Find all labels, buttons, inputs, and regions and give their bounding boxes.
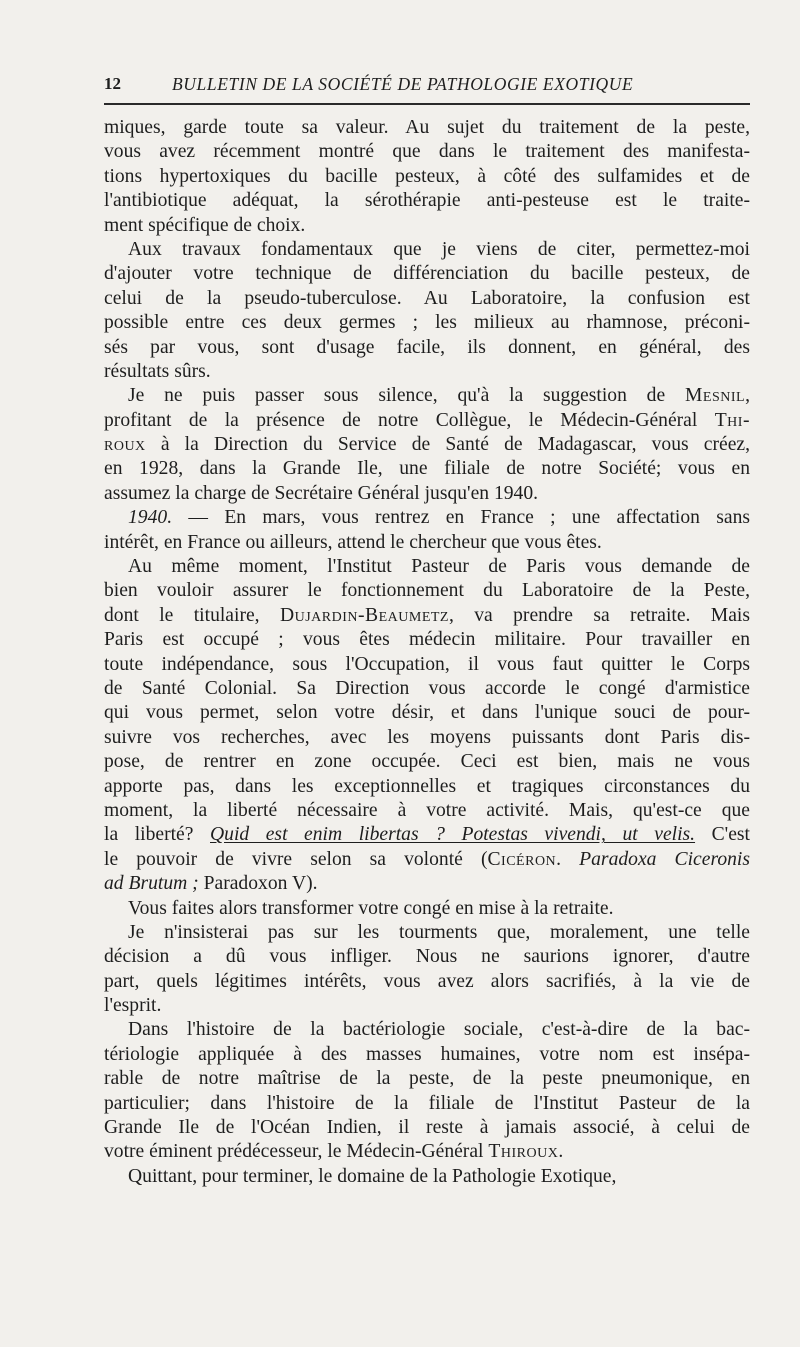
text-line: Paris est occupé ; vous êtes médecin militaire. Pour travailler en	[104, 629, 750, 651]
header-rule	[104, 103, 750, 105]
text-line: d'ajouter votre technique de différenciation du bacille pesteux, de	[104, 263, 750, 285]
text-line: particulier; dans l'histoire de la filiale de l'Institut Pasteur de la	[104, 1092, 750, 1114]
text-line: vous avez récemment montré que dans le traitement des manifesta-	[104, 141, 750, 163]
text-line	[104, 604, 750, 628]
text-line: part, quels légitimes intérêts, vous avez alors sacrifiés, à la vie de	[104, 970, 750, 992]
text-line: tériologie appliquée à des masses humaines, votre nom est insépa-	[104, 1043, 750, 1065]
text-line: Au même moment, l'Institut Pasteur de Paris vous demande de	[128, 556, 750, 578]
text-run: .	[556, 848, 580, 870]
text-line: pose, de rentrer en zone occupée. Ceci est bien, mais ne vous	[104, 751, 750, 773]
text-line: qui vous permet, selon votre désir, et dans l'unique souci de pour-	[104, 702, 750, 724]
person-name: Dujardin-Beaumetz	[279, 604, 449, 626]
person-name: Thi-	[714, 409, 750, 431]
text-line	[104, 384, 750, 408]
text-line	[104, 506, 750, 530]
text-run: — En mars, vous rentrez en France ; une affectation sans	[188, 507, 750, 529]
text-line: bien vouloir assurer le fonctionnement du Laboratoire de la Peste,	[104, 580, 750, 602]
text-line: décision a dû vous infliger. Nous ne saurions ignorer, d'autre	[104, 946, 750, 968]
author-name: Cicéron	[487, 848, 557, 870]
page-number: 12	[104, 74, 121, 93]
text-run: Je ne puis passer sous silence, qu'à la suggestion de	[128, 385, 666, 407]
text-line: celui de la pseudo-tuberculose. Au Laboratoire, la confusion est	[104, 287, 750, 309]
journal-title: BULLETIN DE LA SOCIÉTÉ DE PATHOLOGIE EXOTIQUE	[172, 74, 634, 94]
text-line: miques, garde toute sa valeur. Au sujet du traitement de la peste,	[104, 117, 750, 138]
text-run: profitant de la présence de notre Collègue, le Médecin-Général	[104, 409, 698, 431]
text-line: Grande Ile de l'Océan Indien, il reste à jamais associé, à celui de	[104, 1117, 750, 1139]
body-text	[104, 116, 750, 1189]
text-line: Quittant, pour terminer, le domaine de la Pathologie Exotique,	[128, 1165, 617, 1187]
text-run: , va prendre sa retraite. Mais	[448, 604, 750, 626]
person-name: Thiroux	[488, 1141, 559, 1163]
text-run: votre éminent prédécesseur, le Médecin-Général	[104, 1141, 484, 1163]
year-heading: 1940.	[128, 507, 173, 529]
work-title: Paradoxa Ciceronis	[579, 848, 751, 870]
text-line: tions hypertoxiques du bacille pesteux, à côté des sulfamides et de	[104, 165, 750, 187]
text-line: Dans l'histoire de la bactériologie sociale, c'est-à-dire de la bac-	[128, 1019, 750, 1041]
text-line: rable de notre maîtrise de la peste, de la peste pneumonique, en	[104, 1068, 750, 1090]
text-run: la liberté?	[104, 824, 194, 846]
text-line: possible entre ces deux germes ; les milieux au rhamnose, préconi-	[104, 312, 750, 334]
text-line: résultats sûrs.	[104, 360, 211, 382]
text-line: Je n'insisterai pas sur les tourments que, moralement, une telle	[128, 921, 750, 943]
text-line: apporte pas, dans les exceptionnelles et tragiques circonstances du	[104, 775, 750, 797]
text-line	[104, 1140, 750, 1164]
text-run: dont le titulaire,	[104, 604, 260, 626]
text-line: Aux travaux fondamentaux que je viens de citer, permettez-moi	[128, 238, 750, 260]
text-line: assumez la charge de Secrétaire Général jusqu'en 1940.	[104, 482, 539, 504]
running-head	[104, 74, 750, 98]
text-line	[104, 872, 750, 896]
person-name: Mesnil	[684, 385, 746, 407]
text-line: toute indépendance, sous l'Occupation, il vous faut quitter le Corps	[104, 653, 750, 675]
latin-quote: Quid est enim libertas ? Potestas vivendi, ut velis.	[210, 824, 696, 846]
text-line: en 1928, dans la Grande Ile, une filiale de notre Société; vous en	[104, 458, 750, 480]
text-run: Paradoxon V).	[203, 873, 318, 895]
text-line	[104, 823, 750, 847]
text-run: ,	[745, 385, 750, 407]
text-line	[104, 848, 750, 872]
text-run: le pouvoir de vivre selon sa volonté (	[104, 848, 488, 870]
text-line: l'esprit.	[104, 995, 162, 1017]
text-run: C'est	[711, 824, 750, 846]
text-line: l'antibiotique adéquat, la sérothérapie anti-pesteuse est le traite-	[104, 190, 750, 212]
text-line: Vous faites alors transformer votre congé en mise à la retraite.	[128, 897, 614, 919]
text-line	[104, 433, 750, 457]
text-line: moment, la liberté nécessaire à votre activité. Mais, qu'est-ce que	[104, 799, 750, 821]
text-line: sés par vous, sont d'usage facile, ils donnent, en général, des	[104, 336, 750, 358]
text-line: suivre vos recherches, avec les moyens puissants dont Paris dis-	[104, 726, 750, 748]
text-line	[104, 409, 750, 433]
work-title: ad Brutum ;	[104, 873, 199, 895]
text-line: de Santé Colonial. Sa Direction vous accorde le congé d'armistice	[104, 677, 750, 699]
text-run: à la Direction du Service de Santé de Madagascar, vous créez,	[160, 434, 750, 456]
person-name: roux	[104, 434, 146, 456]
text-line: intérêt, en France ou ailleurs, attend le chercheur que vous êtes.	[104, 531, 602, 553]
text-run: .	[558, 1141, 564, 1163]
text-line: ment spécifique de choix.	[104, 214, 306, 236]
